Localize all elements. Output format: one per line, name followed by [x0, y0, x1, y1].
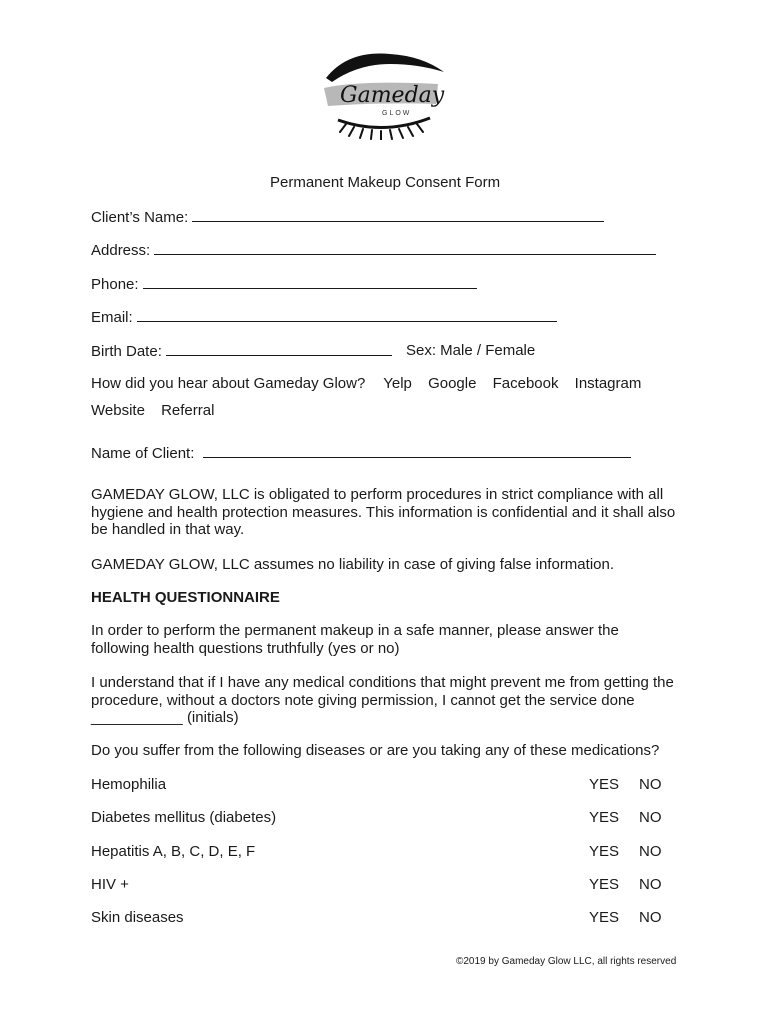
referral-option-google[interactable]: Google [428, 375, 477, 392]
client-name-label: Client’s Name: [91, 209, 189, 226]
referral-option-referral[interactable]: Referral [161, 402, 215, 419]
no-option[interactable]: NO [639, 909, 662, 926]
birth-date-field[interactable] [166, 342, 392, 356]
address-row [91, 241, 656, 260]
understand-paragraph [91, 674, 691, 727]
phone-row [91, 275, 477, 294]
email-row [91, 308, 557, 327]
referral-row [91, 375, 641, 393]
referral-question: How did you hear about Gameday Glow? [91, 375, 366, 392]
phone-label: Phone: [91, 276, 139, 293]
gameday-glow-logo [318, 44, 448, 140]
yes-option[interactable]: YES [589, 776, 620, 793]
referral-option-yelp[interactable]: Yelp [383, 375, 412, 392]
sex-selector[interactable]: Sex: Male / Female [406, 342, 536, 359]
yes-option[interactable]: YES [589, 876, 620, 893]
health-intro-paragraph: In order to perform the permanent makeup in a safe manner, please answer the following health questions truthfully (yes or no) [91, 622, 619, 657]
yes-option[interactable]: YES [589, 809, 620, 826]
form-title: Permanent Makeup Consent Form [270, 174, 501, 191]
address-field[interactable] [154, 241, 656, 255]
birth-date-label: Birth Date: [91, 343, 162, 360]
understand-text: I understand that if I have any medical conditions that might prevent me from getting the procedure, without a doctors note giving permission, I cannot get the service done [91, 674, 674, 709]
health-questionnaire-heading: HEALTH QUESTIONNAIRE [91, 589, 280, 606]
phone-field[interactable] [143, 275, 477, 289]
condition-label: Hepatitis A, B, C, D, E, F [91, 843, 256, 860]
logo-sub-text: GLOW [382, 110, 412, 117]
condition-label: Diabetes mellitus (diabetes) [91, 809, 277, 826]
copyright-footer: ©2019 by Gameday Glow LLC, all rights reserved [456, 956, 677, 967]
referral-row-2 [91, 402, 214, 420]
logo-script-text: Gameday [340, 83, 445, 108]
referral-option-instagram[interactable]: Instagram [574, 375, 642, 392]
initials-label: (initials) [186, 709, 239, 726]
liability-paragraph: GAMEDAY GLOW, LLC assumes no liability in case of giving false information. [91, 556, 615, 573]
name-of-client-label: Name of Client: [91, 445, 195, 462]
diseases-question: Do you suffer from the following diseases or are you taking any of these medications? [91, 742, 660, 759]
address-label: Address: [91, 242, 151, 259]
obligation-paragraph: GAMEDAY GLOW, LLC is obligated to perform procedures in strict compliance with all hygiene and health protection measures. This information is confidential and it shall also be handled in that way. [91, 486, 676, 538]
referral-option-facebook[interactable]: Facebook [492, 375, 559, 392]
no-option[interactable]: NO [639, 843, 662, 860]
no-option[interactable]: NO [639, 809, 662, 826]
condition-label: Hemophilia [91, 776, 167, 793]
name-of-client-row [91, 444, 631, 463]
email-label: Email: [91, 309, 133, 326]
client-name-field[interactable] [192, 208, 604, 222]
birth-date-row [91, 342, 392, 361]
initials-field[interactable]: ___________ [91, 709, 183, 726]
no-option[interactable]: NO [639, 776, 662, 793]
client-name-row [91, 208, 604, 227]
yes-option[interactable]: YES [589, 909, 620, 926]
condition-label: HIV + [91, 876, 129, 893]
yes-option[interactable]: YES [589, 843, 620, 860]
referral-option-website[interactable]: Website [91, 402, 145, 419]
condition-label: Skin diseases [91, 909, 184, 926]
no-option[interactable]: NO [639, 876, 662, 893]
email-field[interactable] [137, 308, 557, 322]
name-of-client-field[interactable] [203, 444, 631, 458]
